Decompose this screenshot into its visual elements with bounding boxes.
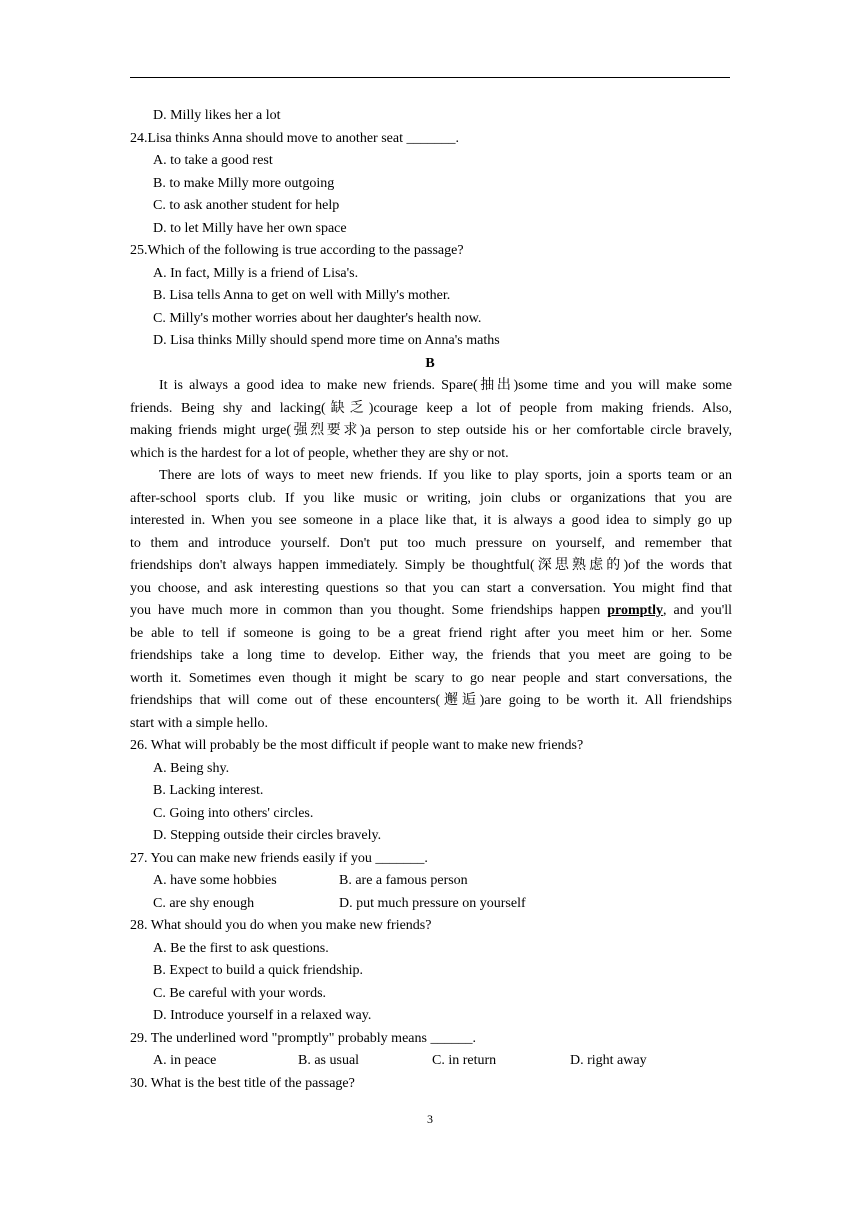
q26-option-d: D. Stepping outside their circles bravely. [153,828,382,843]
passage-line: friendships that will come out of these encounters(邂逅)are going to be worth it. All friendships [130,693,732,708]
underlined-word-promptly: promptly [607,603,663,618]
q24-option-b: B. to make Milly more outgoing [153,175,335,191]
passage-line: start with a simple hello. [130,715,269,731]
q27-option-b: B. are a famous person [339,873,468,888]
q29-option-c: C. in return [432,1053,497,1068]
passage-line: It is always a good idea to make new friends. Spare(抽出)some time and you will make some [159,378,732,393]
passage-line: worth it. Sometimes even though it might be scary to go near people and start conversations, the [130,670,732,686]
q30-stem: 30. What is the best title of the passage? [130,1075,355,1091]
page-number: 3 [427,1112,433,1126]
q26-option-a: A. Being shy. [153,760,230,776]
passage-line: friendships take a long time to develop. Either way, the friends that you meet are going to be [130,648,732,663]
q26-stem: 26. What will probably be the most difficult if people want to make new friends? [130,738,584,753]
passage-line: friends. Being shy and lacking(缺乏)courage keep a lot of people from making friends. Also, [130,400,732,416]
q28-option-a: A. Be the first to ask questions. [153,940,329,956]
q24-option-c: C. to ask another student for help [153,198,340,213]
passage-line: There are lots of ways to meet new friends. If you like to play sports, join a sports team or an [159,468,732,483]
q26-option-c: C. Going into others' circles. [153,805,314,821]
passage-line: be able to tell if someone is going to be a great friend right after you meet him or her. Some [130,625,732,641]
passage-text: , and you'll [662,603,732,618]
q28-stem: 28. What should you do when you make new friends? [130,918,432,933]
q27-stem: 27. You can make new friends easily if you _______. [130,850,428,866]
header-rule [130,77,730,78]
passage-line: interested in. When you see someone in a place like that, it is always a good idea to simply go up [130,513,732,528]
passage-line: which is the hardest for a lot of people, whether they are shy or not. [130,445,509,461]
q28-option-d: D. Introduce yourself in a relaxed way. [153,1008,372,1023]
q24-option-d: D. to let Milly have her own space [153,220,347,236]
q25-option-c: C. Milly's mother worries about her daughter's health now. [153,310,482,326]
passage-line: you choose, and ask interesting questions so that you can start a conversation. You might find that [130,580,732,596]
q29-option-d: D. right away [570,1053,647,1068]
passage-line-with-underlined-word [130,600,732,623]
q25-stem: 25.Which of the following is true according to the passage? [130,243,464,258]
q27-option-a: A. have some hobbies [153,873,277,888]
q23-option-d: D. Milly likes her a lot [153,108,281,123]
passage-line: to them and introduce yourself. Don't put too much pressure on yourself, and remember that [130,535,732,551]
q28-option-c: C. Be careful with your words. [153,985,327,1001]
passage-line: making friends might urge(强烈要求)a person to step outside his or her comfortable circle bravely, [130,423,732,438]
q28-option-b: B. Expect to build a quick friendship. [153,963,363,978]
q25-option-a: A. In fact, Milly is a friend of Lisa's. [153,265,359,281]
passage-text: you have much more in common than you thought. Some friendships happen [130,603,608,618]
q27-option-c: C. are shy enough [153,895,255,911]
q24-stem: 24.Lisa thinks Anna should move to another seat _______. [130,130,459,146]
q29-option-a: A. in peace [153,1053,217,1068]
q24-option-a: A. to take a good rest [153,153,273,168]
q29-stem: 29. The underlined word "promptly" probably means ______. [130,1030,476,1046]
q25-option-d: D. Lisa thinks Milly should spend more time on Anna's maths [153,333,500,348]
passage-line: after-school sports club. If you like music or writing, join clubs or organizations that you are [130,490,732,506]
q25-option-b: B. Lisa tells Anna to get on well with Milly's mother. [153,288,451,303]
section-heading: B [425,355,435,371]
q27-option-d: D. put much pressure on yourself [339,895,526,911]
q26-option-b: B. Lacking interest. [153,783,264,798]
q29-option-b: B. as usual [298,1053,360,1068]
passage-line: friendships don't always happen immediately. Simply be thoughtful(深思熟虑的)of the words that [130,558,732,573]
